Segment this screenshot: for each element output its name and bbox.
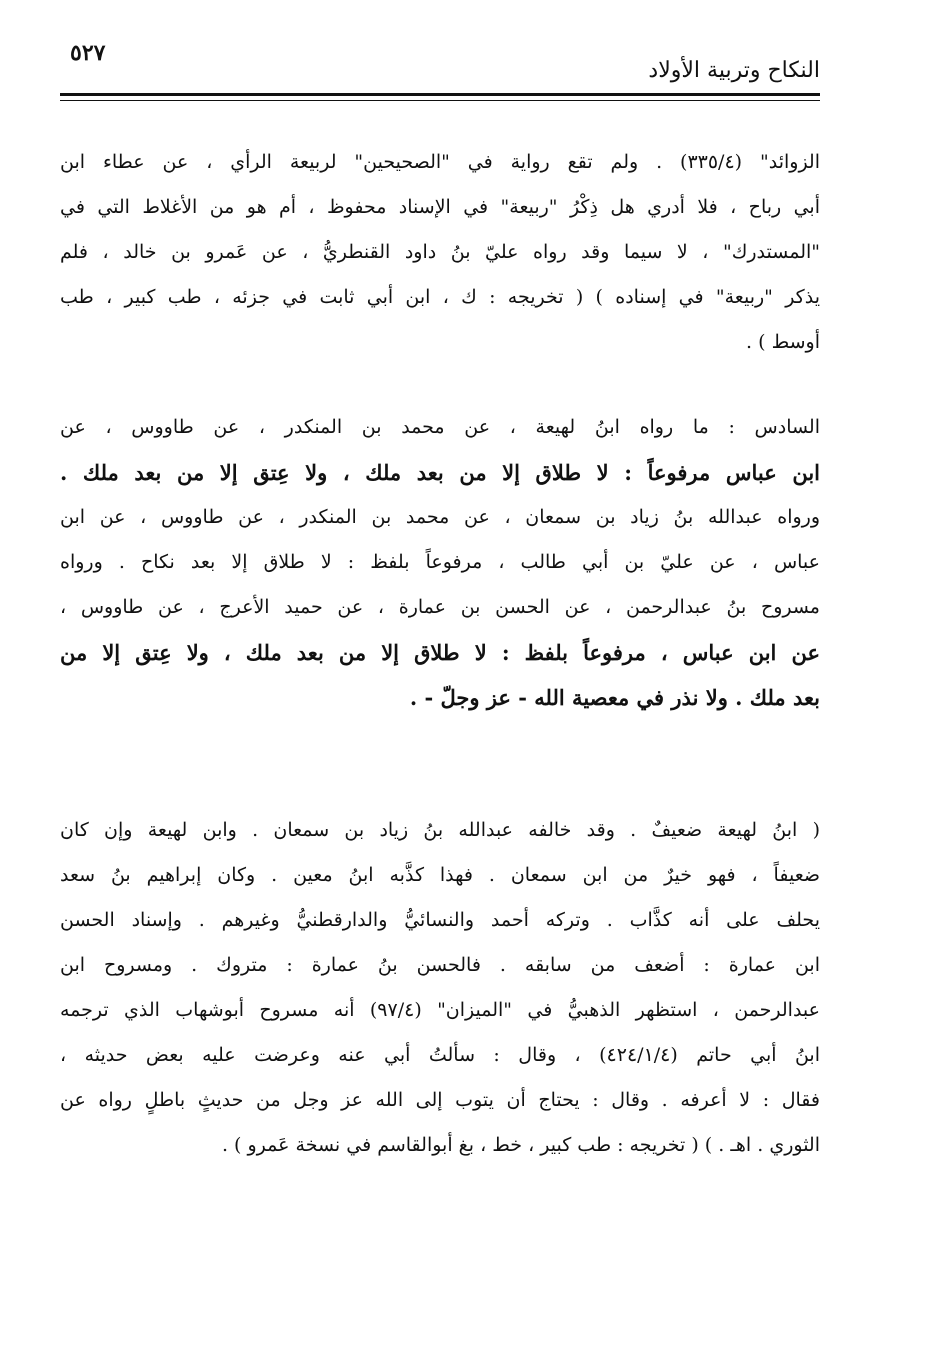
- text-line: عبدالرحمن ، استظهر الذهبيُّ في "الميزان" (٩٧/٤) أنه مسروح أبوشهاب الذي ترجمه: [60, 999, 820, 1021]
- text-line: "المستدرك" ، لا سيما وقد رواه عليّ بنُ داود القنطريُّ ، عن عَمرو بن خالد ، فلم: [60, 241, 820, 263]
- text-line: ضعيفاً ، فهو خيرٌ من ابن سمعان . فهذا كذَّبه ابنُ معين . وكان إبراهيم بنُ سعد: [60, 864, 820, 886]
- text-line: ( ابنُ لهيعة ضعيفٌ . وقد خالفه عبدالله بنُ زياد بن سمعان . وابن لهيعة وإن كان: [60, 819, 820, 841]
- paragraph-1: [60, 140, 820, 365]
- header-rule-thick: [60, 93, 820, 96]
- text-line: يذكر "ربيعة" في إسناده ) ( تخريجه : ك ، ابن أبي ثابت في جزئه ، طب كبير ، طب: [60, 286, 820, 308]
- text-line: الزوائد" (٣٣٥/٤) . ولم تقع رواية في "الصحيحين" لربيعة الرأي ، عن عطاء ابن: [60, 151, 820, 173]
- text-line: ابنُ أبي حاتم (٤٢٤/١/٤) ، وقال : سألتُ أبي عنه وعرضت عليه بعض حديثه ،: [60, 1044, 820, 1066]
- page-number: ٥٢٧: [70, 40, 106, 66]
- running-title: النكاح وتربية الأولاد: [648, 58, 820, 83]
- text-line: أبي رباح ، فلا أدري هل ذِكْرُ "ربيعة" في الإسناد محفوظ ، أم هو من الأغلاط التي في: [60, 196, 820, 218]
- hadith-text-line: بعد ملك . ولا نذر في معصية الله - عز وجلّ - .: [409, 685, 820, 710]
- text-line: ورواه عبدالله بنُ زياد بن سمعان ، عن محمد بن المنكدر ، عن طاووس ، عن ابن: [60, 506, 820, 528]
- text-line: ابن عمارة : أضعف من سابقه . فالحسن بنُ عمارة : متروك . ومسروح ابن: [60, 954, 820, 976]
- hadith-text-line: ابن عباس مرفوعاً : لا طلاق إلا من بعد ملك ، ولا عِتق إلا من بعد ملك .: [60, 460, 820, 485]
- header-rule-thin: [60, 100, 820, 101]
- text-line: يحلف على أنه كذَّاب . وتركه أحمد والنسائيُّ والدارقطنيُّ وغيرهم . وإسناد الحسن: [60, 909, 820, 931]
- text-line: مسروح بنُ عبدالرحمن ، عن الحسن بن عمارة ، عن حميد الأعرج ، عن طاووس ،: [60, 596, 820, 618]
- hadith-text-line: عن ابن عباس ، مرفوعاً بلفظ : لا طلاق إلا من بعد ملك ، ولا عِتق إلا من: [60, 640, 820, 665]
- text-line: الثوري . اهـ . ) ( تخريجه : طب كبير ، خط ، بغ أبوالقاسم في نسخة عَمرو ) .: [221, 1134, 820, 1156]
- paragraph-3: [60, 808, 820, 1168]
- paragraph-2: [60, 405, 820, 720]
- text-line: فقال : لا أعرفه . وقال : يحتاج أن يتوب إلى الله عز وجل من حديثٍ باطلٍ رواه عن: [60, 1089, 820, 1111]
- text-line: عباس ، عن عليّ بن أبي طالب ، مرفوعاً بلفظ : لا طلاق إلا بعد نكاح . ورواه: [60, 551, 820, 573]
- text-line: أوسط ) .: [746, 331, 820, 353]
- text-line: السادس : ما رواه ابنُ لهيعة ، عن محمد بن المنكدر ، عن طاووس ، عن: [60, 416, 820, 438]
